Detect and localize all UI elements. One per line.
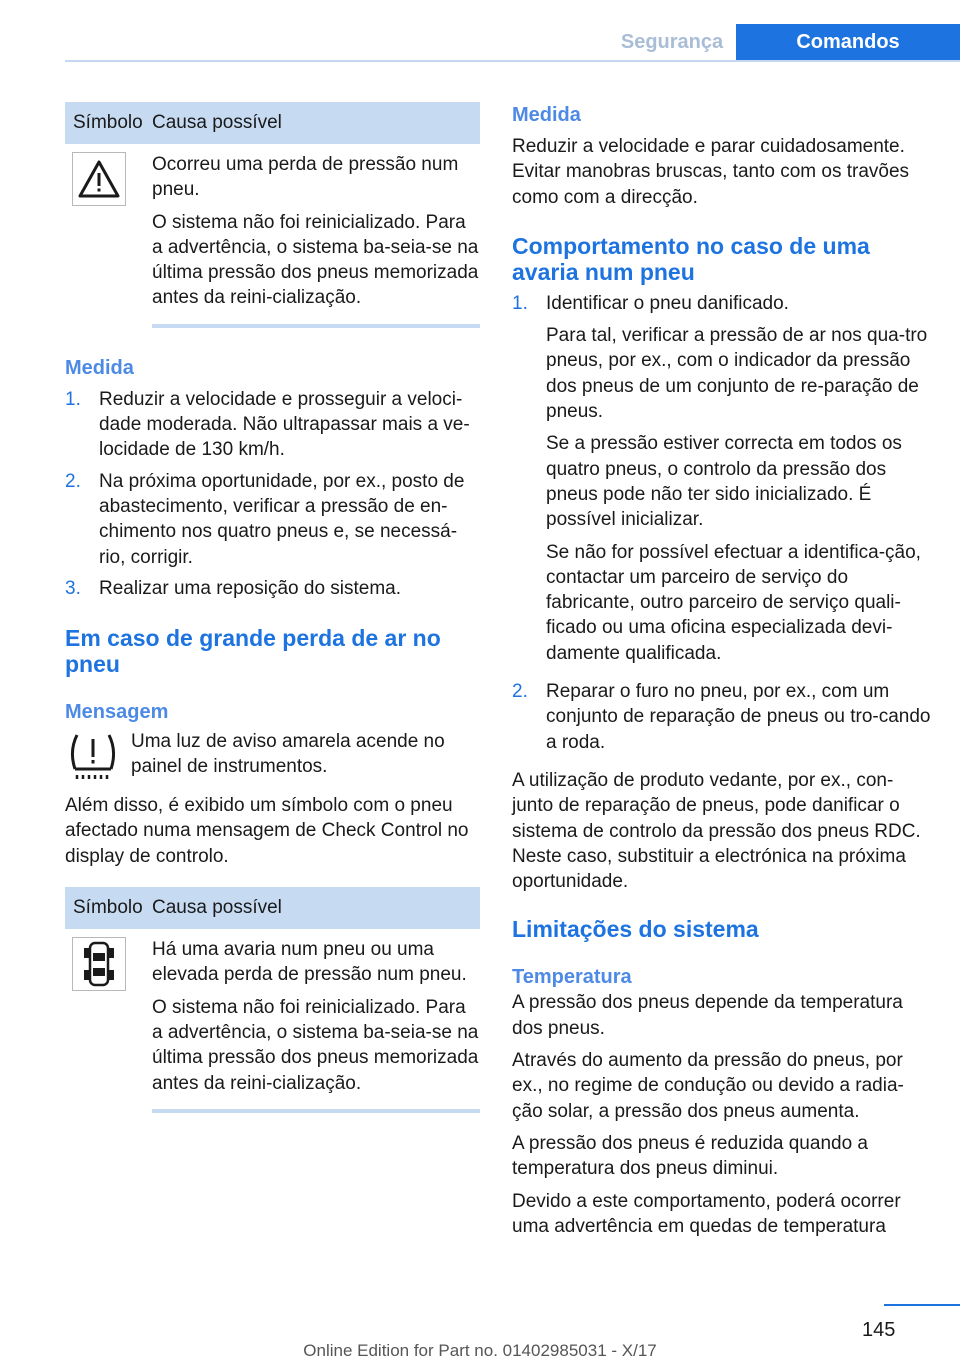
step-text: Se não for possível efectuar a identifica-ção, contactar um parceiro de serviço do fabricante, outro parceiro de serviço quali-ficado ou uma oficina especializada devi-damente qualificada. [546,541,921,664]
step-number: 2. [65,470,81,492]
measure-steps [65,387,480,601]
sealant-paragraph: A utilização de produto vedante, por ex., con-junto de reparação de pneus, pode danificar o sistema de controlo da pressão dos pneus RDC. Neste caso, substituir a electrónica na próxima oportunidade. [512,769,921,893]
step-text: Realizar uma reposição do sistema. [99,577,402,599]
check-control-paragraph: Além disso, é exibido um símbolo com o pneu afectado numa mensagem de Check Control no display de controlo. [65,795,469,867]
step-number: 3. [65,577,81,599]
list-item [65,387,480,463]
footer-rule [884,1304,960,1306]
tire-pressure-warning-icon [65,729,131,785]
symbol-table-1 [65,102,480,328]
step-number: 2. [512,681,528,703]
message-block [65,729,480,785]
symbol-table-2 [65,887,480,1113]
temperature-text: Devido a este comportamento, poderá ocorrer uma advertência em quedas de temperatura [512,1190,901,1237]
tab-comandos[interactable]: Comandos [736,24,960,62]
step-text: Para tal, verificar a pressão de ar nos qua-tro pneus, por ex., com o indicador da pressão dos pneus de um conjunto de re-paração de pneus. [546,325,928,423]
section-heading-tire-damage: Comportamento no caso de uma avaria num pneu [512,232,870,285]
right-column [512,102,932,1239]
table-bottom-rule [152,1109,480,1113]
temperature-text: A pressão dos pneus é reduzida quando a temperatura dos pneus diminui. [512,1132,868,1180]
message-heading: Mensagem [65,701,169,724]
message-text: Uma luz de aviso amarela acende no painel de instrumentos. [131,731,445,778]
temperature-text: Através do aumento da pressão do pneus, por ex., no regime de condução ou devido a radia-ção solar, a pressão dos pneus aumenta. [512,1050,904,1122]
header-tabs [608,24,960,62]
list-item [65,469,480,570]
step-text: Se a pressão estiver correcta em todos os quatro pneus, o controlo da pressão dos pneus pode não ter sido inicializado. É possível inicializar. [546,433,902,531]
warning-triangle-icon [72,152,126,206]
list-item [512,291,932,673]
header-divider [65,60,960,62]
section-heading-limitations: Limitações do sistema [512,916,759,943]
left-column [65,102,480,1113]
step-text: Reparar o furo no pneu, por ex., com um conjunto de reparação de pneus ou tro-cando a roda. [546,681,931,753]
cause-text: Há uma avaria num pneu ou uma elevada perda de pressão num pneu. [152,939,467,986]
section-heading-air-loss: Em caso de grande perda de ar no pneu [65,625,441,678]
col-cause-header: Causa possível [152,112,282,134]
cause-text: Ocorreu uma perda de pressão num pneu. [152,154,459,201]
step-number: 1. [65,388,81,410]
temperature-text: A pressão dos pneus depende da temperatura dos pneus. [512,992,903,1039]
cause-text: O sistema não foi reinicializado. Para a advertência, o sistema ba-seia-se na última pressão dos pneus memorizada antes da reini-cialização. [152,996,479,1094]
table-row [65,144,480,318]
step-text: Na próxima oportunidade, por ex., posto de abastecimento, verificar a pressão de en-chimento nos quatro pneus e, se necessá-rio, corrigir. [99,470,465,568]
col-symbol-header: Símbolo [73,112,143,134]
step-number: 1. [512,292,528,314]
table-row [65,929,480,1103]
list-item [65,576,480,601]
temperature-heading: Temperatura [512,966,632,989]
car-flat-tire-icon [72,937,126,991]
list-item [512,679,932,762]
measure-heading: Medida [65,356,134,379]
table-header [65,102,480,144]
col-symbol-header: Símbolo [73,897,143,919]
page-number: 145 [862,1319,896,1341]
tire-damage-steps [512,291,932,762]
edition-footer: Online Edition for Part no. 01402985031 - X/17 [303,1341,657,1360]
cause-text: O sistema não foi reinicializado. Para a advertência, o sistema ba-seia-se na última pressão dos pneus memorizada antes da reini-cialização. [152,211,479,309]
step-text: Identificar o pneu danificado. [546,292,789,314]
col-cause-header: Causa possível [152,897,282,919]
tab-seguranca[interactable]: Segurança [620,31,724,54]
step-text: Reduzir a velocidade e prosseguir a veloci-dade moderada. Não ultrapassar mais a ve-locidade de 130 km/h. [99,388,470,461]
table-header [65,887,480,929]
measure-heading: Medida [512,104,581,126]
measure-text: Reduzir a velocidade e parar cuidadosamente. Evitar manobras bruscas, tanto com os travões como com a direcção. [512,136,910,208]
